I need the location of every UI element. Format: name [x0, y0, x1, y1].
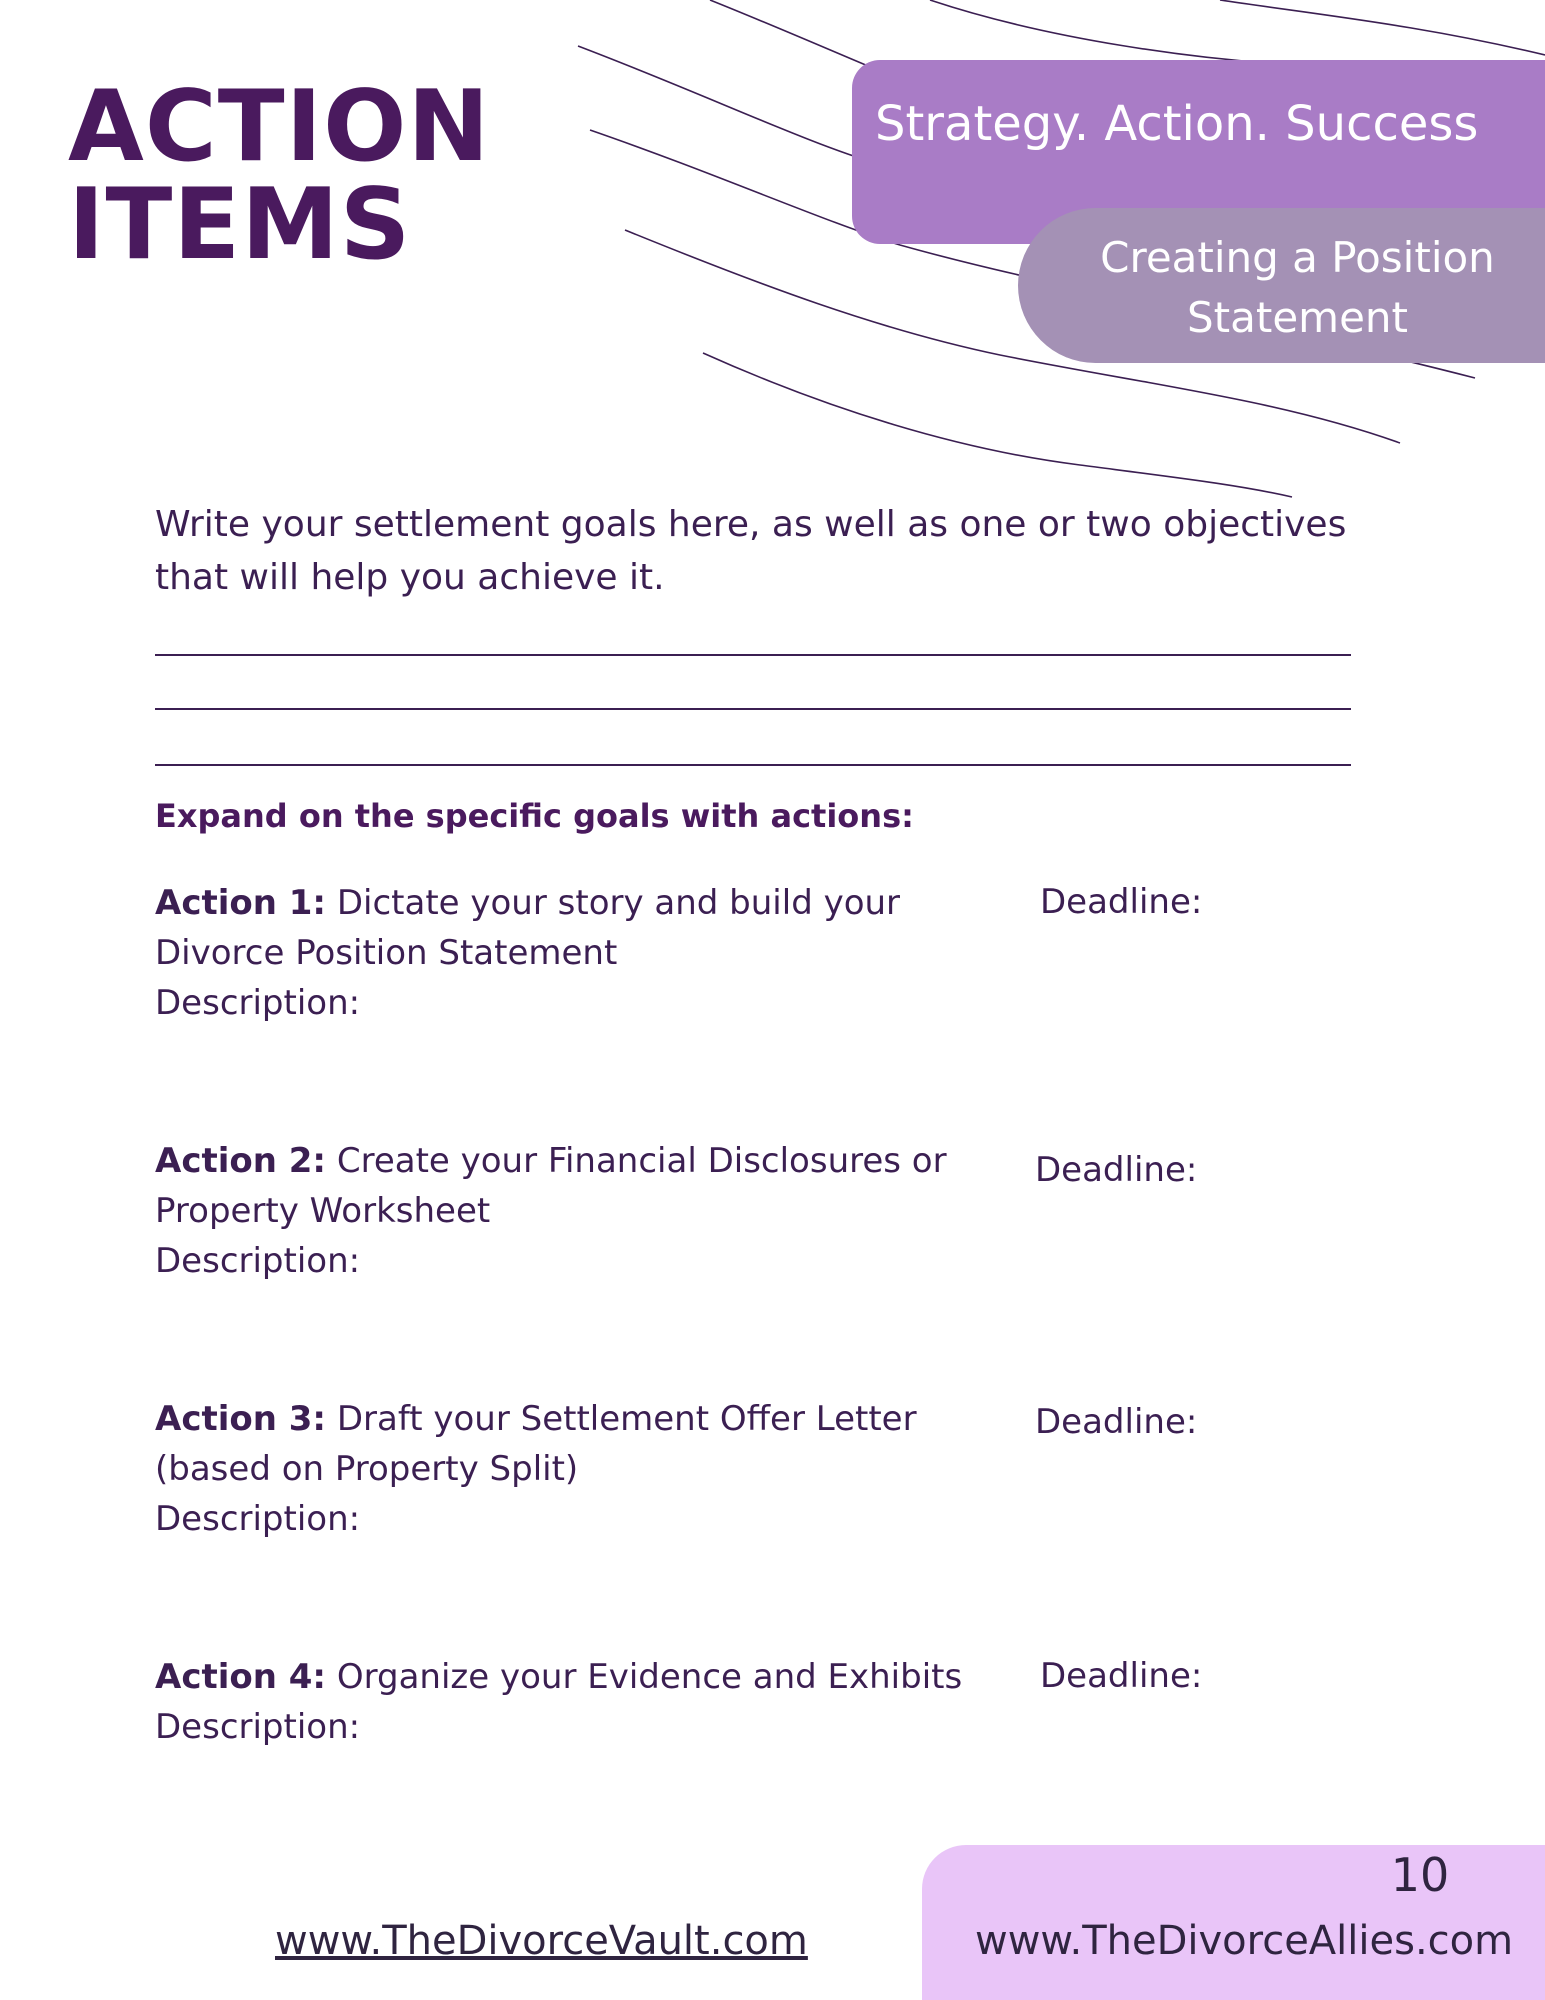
action-2-deadline-label: Deadline:	[1035, 1150, 1198, 1190]
action-item-3	[155, 1394, 975, 1544]
action-item-1	[155, 878, 975, 1028]
action-4-label: Action 4:	[155, 1657, 327, 1697]
expand-heading: Expand on the specific goals with actions:	[155, 797, 914, 835]
footer-link-divorce-vault[interactable]: www.TheDivorceVault.com	[275, 1918, 808, 1964]
action-1-description-label: Description:	[155, 983, 361, 1023]
title-line-2: ITEMS	[68, 168, 412, 282]
writing-line-2	[155, 708, 1351, 710]
action-3-label: Action 3:	[155, 1399, 327, 1439]
action-3-deadline-label: Deadline:	[1035, 1402, 1198, 1442]
action-item-4	[155, 1652, 975, 1752]
writing-line-3	[155, 764, 1351, 766]
action-1-label: Action 1:	[155, 883, 327, 923]
page-number: 10	[1390, 1848, 1450, 1902]
action-1-deadline-label: Deadline:	[1040, 882, 1203, 922]
writing-line-1	[155, 654, 1351, 656]
action-2-label: Action 2:	[155, 1141, 327, 1181]
action-4-description-label: Description:	[155, 1707, 361, 1747]
action-4-deadline-label: Deadline:	[1040, 1656, 1203, 1696]
page-title	[68, 70, 491, 282]
intro-instructions: Write your settlement goals here, as well as one or two objectives that will help you achieve it.	[155, 504, 1347, 598]
action-3-description-label: Description:	[155, 1499, 361, 1539]
tagline-text: Strategy. Action. Success	[875, 96, 1479, 152]
action-item-2	[155, 1136, 975, 1286]
action-2-description-label: Description:	[155, 1241, 361, 1281]
subtitle-text: Creating a Position Statement	[1100, 233, 1495, 342]
action-2-text: Create your Financial Disclosures or Property Worksheet	[155, 1141, 947, 1231]
action-3-text: Draft your Settlement Offer Letter (based on Property Split)	[155, 1399, 917, 1489]
action-4-text: Organize your Evidence and Exhibits	[336, 1657, 963, 1697]
footer-link-divorce-allies[interactable]: www.TheDivorceAllies.com	[975, 1918, 1514, 1964]
title-line-1: ACTION	[68, 70, 491, 184]
action-1-text: Dictate your story and build your Divorce Position Statement	[155, 883, 901, 973]
